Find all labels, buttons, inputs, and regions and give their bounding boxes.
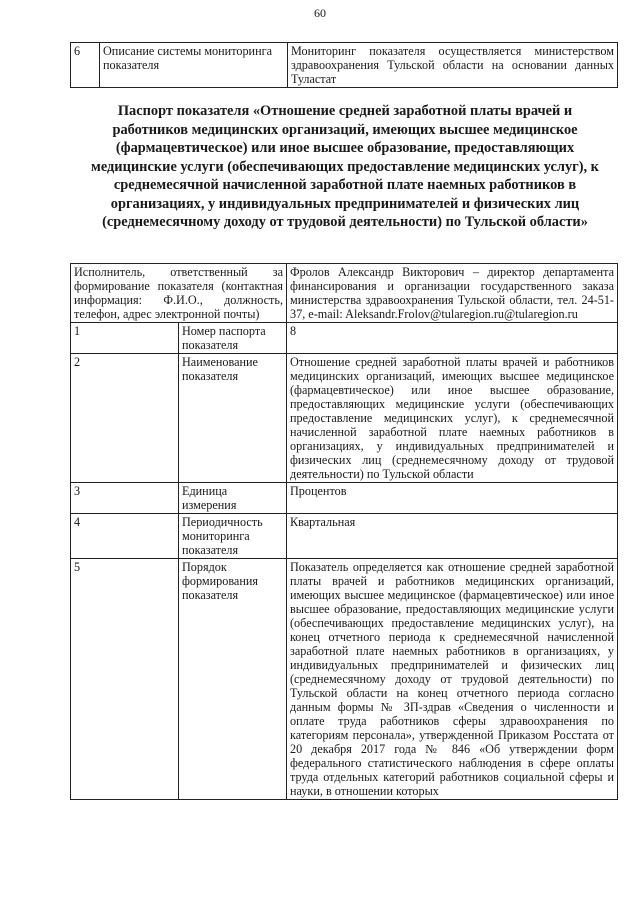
row-number: 4 (71, 514, 179, 559)
executor-label: Исполнитель, ответственный за формирование показателя (контактная информация: Ф.И.О., должность, телефон, адрес электронной почты) (71, 264, 287, 323)
table-row (71, 323, 618, 354)
row-value: 8 (287, 323, 618, 354)
row-label: Порядок формирования показателя (179, 559, 287, 800)
row-number: 1 (71, 323, 179, 354)
table-row (71, 264, 618, 323)
row-label: Номер паспорта показателя (179, 323, 287, 354)
table-row (71, 354, 618, 483)
indicator-passport-table (70, 263, 618, 800)
row-number: 5 (71, 559, 179, 800)
passport-heading: Паспорт показателя «Отношение средней заработной платы врачей и работников медицинских организаций, имеющих высшее медицинское (фармацевтическое) или иное высшее образование, предоставляющих медицинские услуги (обеспечивающих предоставление медицинских услуг), к среднемесячной начисленной заработной плате наемных работников в организациях, у индивидуальных предпринимателей и физических лиц (среднемесячному доходу от трудовой деятельности) по Тульской области» (91, 103, 599, 230)
table-row (71, 559, 618, 800)
table-row (71, 483, 618, 514)
table-row (71, 43, 618, 88)
row-value: Показатель определяется как отношение средней заработной платы врачей и работников медицинских организаций, имеющих высшее медицинское (фармацевтическое) или иное высшее образование, предоставляющих медицинские услуги (обеспечивающих предоставление медицинских услуг), на конец отчетного периода к среднемесячной начисленной заработной плате наемных работников в организациях, у индивидуальных предпринимателей и физических лиц (среднемесячному доходу от трудовой деятельности) по Тульской области на конец отчетного периода согласно данным формы № ЗП-здрав «Сведения о численности и оплате труда работников сферы здравоохранения по категориям персонала», утвержденной Приказом Росстата от 20 декабря 2017 года № 846 «Об утверждении форм федерального статистического наблюдения в сфере оплаты труда отдельных категорий работников социальной сферы и науки, в отношении которых (287, 559, 618, 800)
page-number: 60 (314, 6, 326, 20)
row-label: Описание системы мониторинга показателя (100, 43, 288, 88)
row-value: Процентов (287, 483, 618, 514)
row-value: Квартальная (287, 514, 618, 559)
row-label: Периодичность мониторинга показателя (179, 514, 287, 559)
row-label: Единица измерения (179, 483, 287, 514)
row-number: 6 (71, 43, 100, 88)
row-number: 3 (71, 483, 179, 514)
row-value: Мониторинг показателя осуществляется министерством здравоохранения Тульской области на основании данных Туластат (288, 43, 618, 88)
row-number: 2 (71, 354, 179, 483)
executor-value: Фролов Александр Викторович – директор департамента финансирования и организации государственного заказа министерства здравоохранения Тульской области, тел. 24-51-37, e-mail: Aleksandr.Frolov@tularegion.ru@tularegion.ru (287, 264, 618, 323)
row-label: Наименование показателя (179, 354, 287, 483)
row-value: Отношение средней заработной платы врачей и работников медицинских организаций, имеющих высшее медицинское (фармацевтическое) или иное высшее образование, предоставляющих медицинские услуги (обеспечивающих предоставление медицинских услуг), к среднемесячной начисленной заработной плате наемных работников в организациях, у индивидуальных предпринимателей и физических лиц (среднемесячному доходу от трудовой деятельности) по Тульской области (287, 354, 618, 483)
table-row (71, 514, 618, 559)
monitoring-description-table (70, 42, 618, 88)
